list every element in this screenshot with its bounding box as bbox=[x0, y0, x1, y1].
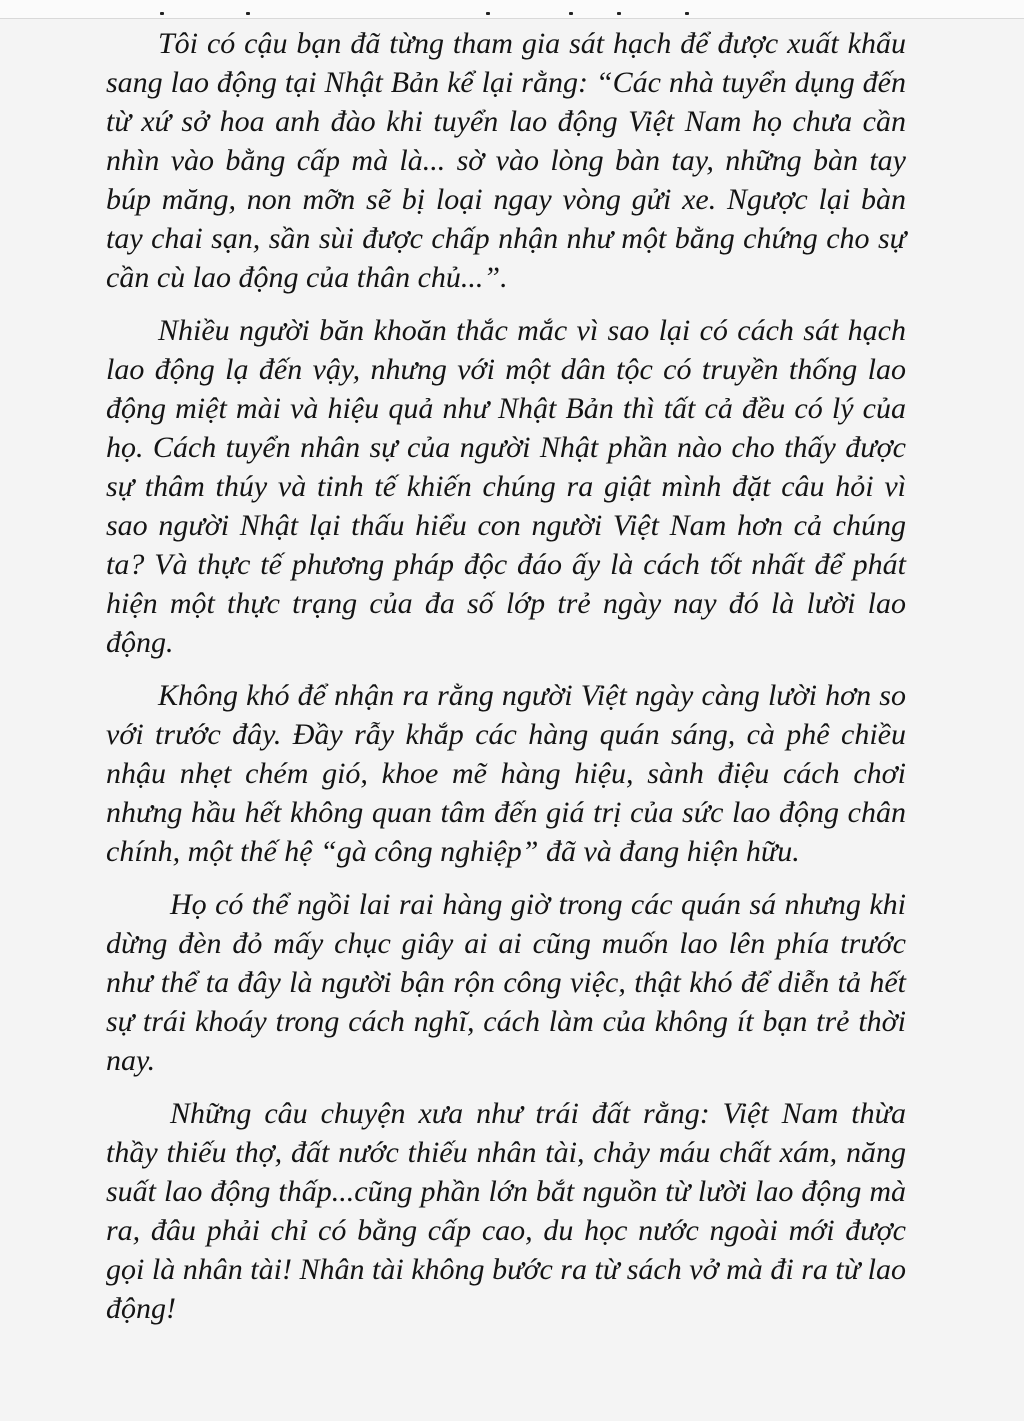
paragraph-3: Không khó để nhận ra rằng người Việt ngày càng lười hơn so với trước đây. Đầy rẫy khắp các hàng quán sáng, cà phê chiều nhậu nhẹt chém gió, khoe mẽ hàng hiệu, sành điệu cách chơi nhưng hầu hết không quan tâm đến giá trị của sức lao động chân chính, một thế hệ “gà công nghiệp” đã và đang hiện hữu. bbox=[106, 679, 906, 868]
text-fragment-mark bbox=[160, 12, 164, 15]
paragraph-4: Họ có thể ngồi lai rai hàng giờ trong các quán sá nhưng khi dừng đèn đỏ mấy chục giây ai ai cũng muốn lao lên phía trước như thể ta đây là người bận rộn công việc, thật khó để diễn tả hết sự trái khoáy trong cách nghĩ, cách làm của không ít bạn trẻ thời nay. bbox=[106, 888, 906, 1077]
text-fragment-mark bbox=[486, 12, 490, 15]
text-fragment-mark bbox=[246, 12, 250, 15]
previous-page-edge bbox=[0, 0, 1024, 19]
paragraph-2: Nhiều người băn khoăn thắc mắc vì sao lại có cách sát hạch lao động lạ đến vậy, nhưng với một dân tộc có truyền thống lao động miệt mài và hiệu quả như Nhật Bản thì tất cả đều có lý của họ. Cách tuyển nhân sự của người Nhật phần nào cho thấy được sự thâm thúy và tinh tế khiến chúng ra giật mình đặt câu hỏi vì sao người Nhật lại thấu hiểu con người Việt Nam hơn cả chúng ta? Và thực tế phương pháp độc đáo ấy là cách tốt nhất để phát hiện một thực trạng của đa số lớp trẻ ngày nay đó là lười lao động. bbox=[106, 314, 906, 659]
text-fragment-mark bbox=[617, 12, 621, 15]
paragraph-5: Những câu chuyện xưa như trái đất rằng: Việt Nam thừa thầy thiếu thợ, đất nước thiếu nhân tài, chảy máu chất xám, năng suất lao động thấp...cũng phần lớn bắt nguồn từ lười lao động mà ra, đâu phải chỉ có bằng cấp cao, du học nước ngoài mới được gọi là nhân tài! Nhân tài không bước ra từ sách vở mà đi ra từ lao động! bbox=[106, 1097, 906, 1325]
document-page bbox=[106, 24, 906, 1414]
text-fragment-mark bbox=[569, 12, 573, 15]
paragraph-1: Tôi có cậu bạn đã từng tham gia sát hạch để được xuất khẩu sang lao động tại Nhật Bản kể lại rằng: “Các nhà tuyển dụng đến từ xứ sở hoa anh đào khi tuyển lao động Việt Nam họ chưa cần nhìn vào bằng cấp mà là... sờ vào lòng bàn tay, những bàn tay búp măng, non mỡn sẽ bị loại ngay vòng gửi xe. Ngược lại bàn tay chai sạn, sần sùi được chấp nhận như một bằng chứng cho sự cần cù lao động của thân chủ...”. bbox=[106, 27, 906, 294]
text-fragment-mark bbox=[685, 12, 689, 15]
